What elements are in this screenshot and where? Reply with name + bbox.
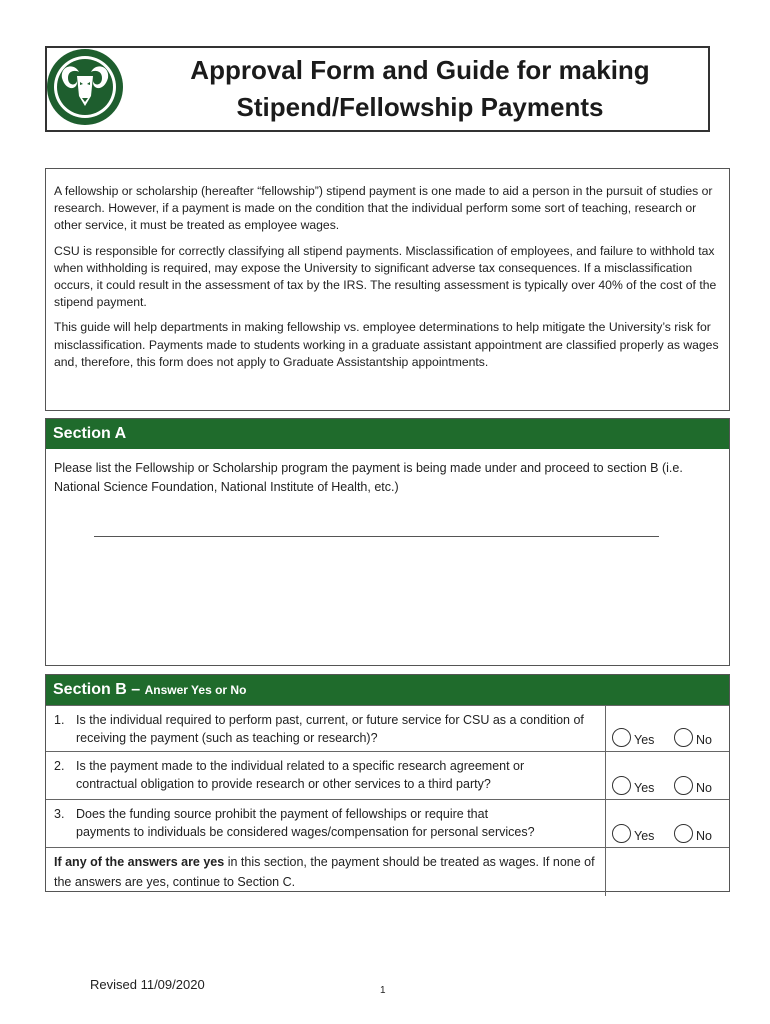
question-1-number: 1.: [54, 713, 65, 727]
question-3-no-radio[interactable]: [674, 824, 712, 843]
ram-logo-icon: [46, 48, 124, 126]
radio-circle-icon[interactable]: [612, 824, 631, 843]
page-number: 1: [380, 985, 386, 996]
question-1-line-2: receiving the payment (such as teaching or research)?: [76, 731, 378, 745]
intro-box: [45, 168, 730, 411]
question-1-yes-radio[interactable]: [612, 728, 654, 747]
section-a-instructions: Please list the Fellowship or Scholarship program the payment is being made under and proceed to section B (i.e. National Science Foundation, National Institute of Health, etc.): [54, 461, 683, 494]
page-title: [130, 52, 710, 126]
conclusion-empty-cell: [606, 848, 729, 896]
question-2: [46, 752, 606, 799]
yes-label: Yes: [634, 733, 655, 747]
intro-paragraph-2: CSU is responsible for correctly classifying all stipend payments. Misclassification of employees, and failure to withhold tax when withholding is required, may expose the University to significant adverse tax consequences. If a misclassification occurs, it could result in the assessment of tax by the IRS. The resulting assessment is typically over 40% of the cost of the stipend payment.: [54, 243, 717, 310]
section-a-title: Section A: [53, 425, 127, 442]
question-2-line-1: Is the payment made to the individual related to a specific research agreement or: [76, 759, 525, 773]
radio-circle-icon[interactable]: [674, 728, 693, 747]
question-3-yes-radio[interactable]: [612, 824, 654, 843]
question-row-3: [46, 799, 729, 847]
question-3-number: 3.: [54, 807, 65, 821]
question-2-no-radio[interactable]: [674, 776, 712, 795]
revised-date: Revised 11/09/2020: [90, 977, 205, 992]
section-a: [45, 418, 730, 666]
question-1-no-radio[interactable]: [674, 728, 712, 747]
intro-paragraph-3: This guide will help departments in making fellowship vs. employee determinations to help mitigate the University’s risk for misclassification. Payments made to students working in a graduate assistant appointment are classified properly as wages and, therefore, this form does not apply to Graduate Assistantship appointments.: [54, 320, 719, 369]
question-2-yes-radio[interactable]: [612, 776, 654, 795]
section-b-header: [46, 675, 729, 705]
question-2-number: 2.: [54, 759, 65, 773]
program-name-field[interactable]: [94, 535, 659, 537]
no-label: No: [696, 733, 712, 747]
question-row-1: [46, 705, 729, 751]
radio-circle-icon[interactable]: [612, 728, 631, 747]
no-label: No: [696, 829, 712, 843]
question-3-line-1: Does the funding source prohibit the payment of fellowships or require that: [76, 807, 489, 821]
question-1: [46, 706, 606, 751]
question-1-answers: [606, 706, 729, 751]
conclusion-bold: If any of the answers are yes: [54, 855, 225, 869]
question-1-line-1: Is the individual required to perform past, current, or future service for CSU as a condition of: [76, 713, 584, 727]
conclusion-rest: in this section, the payment should be treated as wages. If none of the answers are yes, continue to Section C.: [54, 855, 595, 889]
section-b-subtitle: Answer Yes or No: [144, 683, 247, 697]
no-label: No: [696, 781, 712, 795]
title-line-1: Approval Form and Guide for making: [190, 55, 650, 85]
section-b-conclusion: [46, 848, 606, 896]
yes-label: Yes: [634, 829, 655, 843]
section-b-conclusion-row: [46, 847, 729, 896]
title-line-2: Stipend/Fellowship Payments: [236, 92, 604, 122]
question-3-answers: [606, 800, 729, 847]
question-row-2: [46, 751, 729, 799]
question-2-line-2: contractual obligation to provide research or other services to a third party?: [76, 777, 491, 791]
section-b: [45, 674, 730, 892]
section-a-header: [46, 419, 729, 449]
yes-label: Yes: [634, 781, 655, 795]
radio-circle-icon[interactable]: [674, 824, 693, 843]
question-3-line-2: payments to individuals be considered wages/compensation for personal services?: [76, 825, 535, 839]
section-b-title: Section B –: [53, 681, 141, 698]
question-2-answers: [606, 752, 729, 799]
intro-paragraph-1: A fellowship or scholarship (hereafter “fellowship”) stipend payment is one made to aid a person in the pursuit of studies or research. However, if a payment is made on the condition that the individual perform some sort of teaching, research or other service, it must be treated as employee wages.: [54, 184, 713, 233]
question-3: [46, 800, 606, 847]
radio-circle-icon[interactable]: [674, 776, 693, 795]
radio-circle-icon[interactable]: [612, 776, 631, 795]
